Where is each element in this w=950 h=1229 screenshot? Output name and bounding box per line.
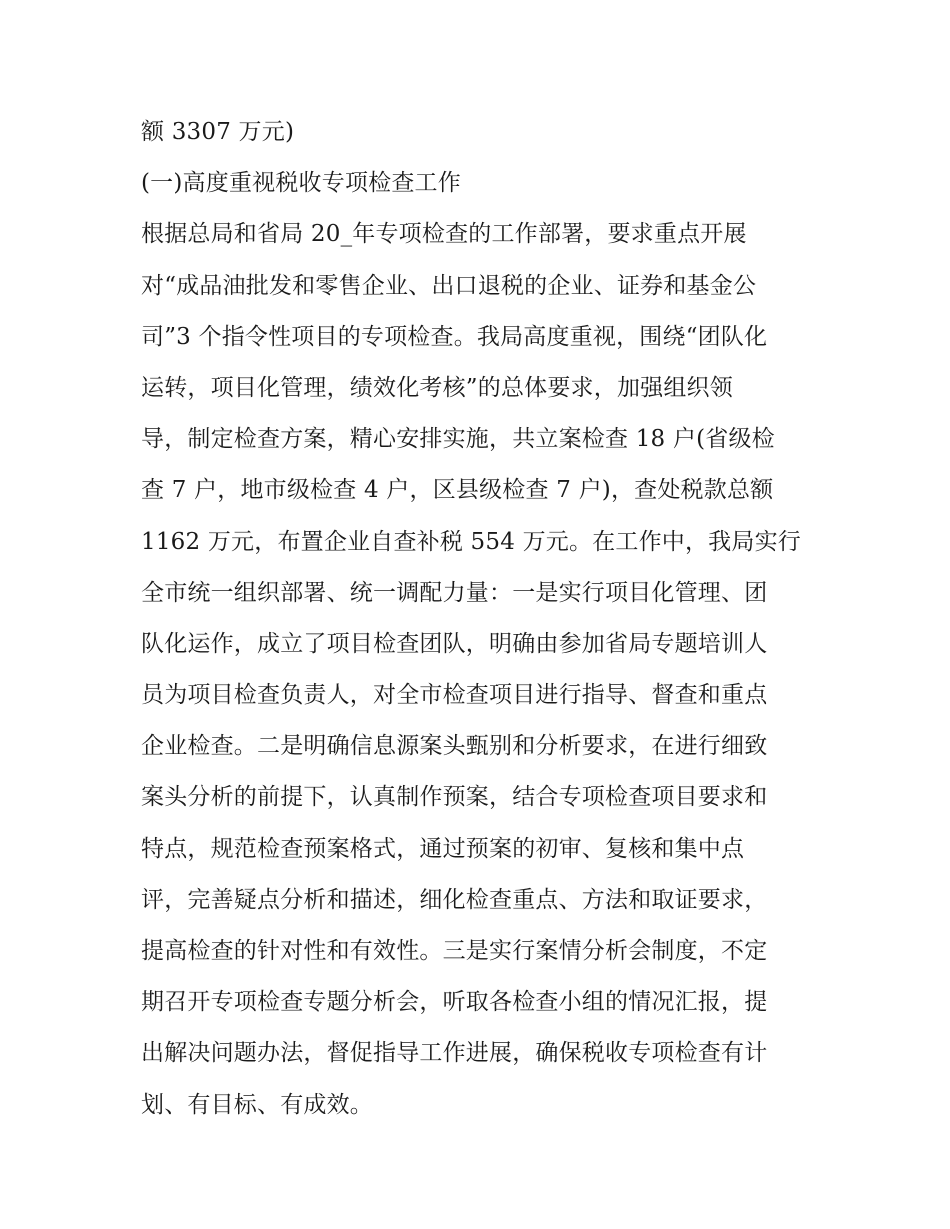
paragraph-line: 员为项目检查负责人，对全市检查项目进行指导、督查和重点 xyxy=(141,682,768,709)
paragraph-line: 运转，项目化管理，绩效化考核”的总体要求，加强组织领 xyxy=(141,374,733,401)
paragraph-line: 出解决问题办法，督促指导工作进展，确保税收专项检查有计 xyxy=(141,1040,768,1067)
paragraph-line: 期召开专项检查专题分析会，听取各检查小组的情况汇报，提 xyxy=(141,989,768,1016)
paragraph-line: 企业检查。二是明确信息源案头甄别和分析要求，在进行细致 xyxy=(141,733,768,760)
paragraph-line: 案头分析的前提下，认真制作预案，结合专项检查项目要求和 xyxy=(141,784,768,811)
paragraph-line: 查 7 户，地市级检查 4 户，区县级检查 7 户)，查处税款总额 xyxy=(141,477,774,504)
paragraph-line: 1162 万元，布置企业自查补税 554 万元。在工作中，我局实行 xyxy=(141,528,801,555)
section-heading: (一)高度重视税收专项检查工作 xyxy=(141,170,461,197)
paragraph-line: 评，完善疑点分析和描述，细化检查重点、方法和取证要求， xyxy=(141,886,768,913)
paragraph-line: 司”3 个指令性项目的专项检查。我局高度重视，围绕“团队化 xyxy=(141,323,768,350)
paragraph-line: 特点，规范检查预案格式，通过预案的初审、复核和集中点 xyxy=(141,835,745,862)
paragraph-line: 提高检查的针对性和有效性。三是实行案情分析会制度，不定 xyxy=(141,938,768,964)
paragraph-line: 导，制定检查方案，精心安排实施，共立案检查 18 户(省级检 xyxy=(141,426,775,453)
text-line-amount: 额 3307 万元) xyxy=(141,119,295,145)
paragraph-line: 队化运作，成立了项目检查团队，明确由参加省局专题培训人 xyxy=(141,630,768,657)
paragraph-line: 根据总局和省局 20_年专项检查的工作部署，要求重点开展 xyxy=(141,221,747,248)
paragraph-line: 全市统一组织部署、统一调配力量：一是实行项目化管理、团 xyxy=(141,579,768,606)
paragraph-line: 对“成品油批发和零售企业、出口退税的企业、证券和基金公 xyxy=(141,272,757,299)
document-body xyxy=(141,107,821,1131)
paragraph-line: 划、有目标、有成效。 xyxy=(141,1091,373,1118)
